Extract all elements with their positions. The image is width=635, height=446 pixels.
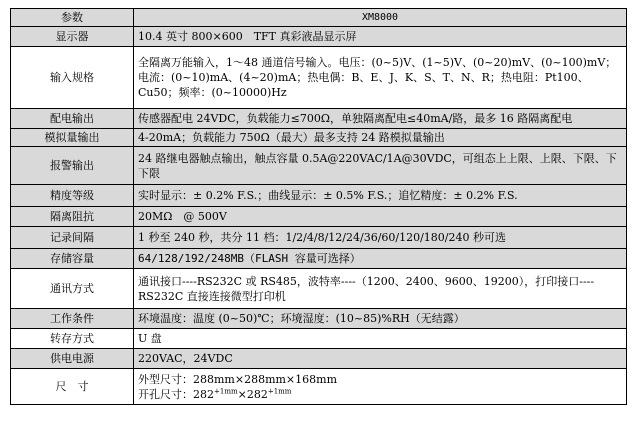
row-label: 隔离阻抗 — [11, 207, 134, 227]
cutout-tolerance-2: +1mm — [267, 386, 292, 395]
row-value: 220VAC，24VDC — [134, 349, 627, 369]
row-value-dimensions — [134, 369, 627, 405]
table-row-storage — [11, 249, 627, 269]
row-label: 工作条件 — [11, 309, 134, 329]
row-value: 通讯接口----RS232C 或 RS485，波特率----（1200、2400、9600、19200），打印接口----RS232C 直接连接微型打印机 — [134, 269, 627, 309]
row-label: 模拟量输出 — [11, 129, 134, 147]
table-row-display — [11, 27, 627, 47]
row-label: 显示器 — [11, 27, 134, 47]
row-label: 精度等级 — [11, 185, 134, 207]
row-value: 4-20mA；负载能力 750Ω（最大）最多支持 24 路模拟量输出 — [134, 129, 627, 147]
row-label: 通讯方式 — [11, 269, 134, 309]
table-row-power-distribution — [11, 109, 627, 129]
table-row-alarm — [11, 147, 627, 185]
cutout-mid: ×282 — [237, 387, 268, 401]
row-value: U 盘 — [134, 329, 627, 349]
spec-table — [10, 8, 627, 405]
outer-size: 外型尺寸：288mm×288mm×168mm — [138, 372, 338, 386]
cutout-size — [138, 387, 622, 402]
row-value: 全隔离万能输入，1～48 通道信号输入。电压：(0~5)V、(1~5)V、(0~20)mV、(0~100)mV；电流：(0~10)mA、(4~20)mA；热电偶：B、E、J、K、S、T、N、R；热电阻：Pt100、Cu50；频率：(0~10000)Hz — [134, 47, 627, 109]
table-row-working-conditions — [11, 309, 627, 329]
table-header-row — [11, 9, 627, 27]
row-label: 记录间隔 — [11, 227, 134, 249]
table-row-dimensions — [11, 369, 627, 405]
row-value: 传感器配电 24VDC，负载能力≤700Ω，单独隔离配电≤40mA/路，最多 16 路隔离配电 — [134, 109, 627, 129]
cutout-tolerance-1: +1mm — [214, 386, 238, 395]
row-label: 尺 寸 — [11, 369, 134, 405]
row-label: 转存方式 — [11, 329, 134, 349]
row-value: 环境温度：温度 (0~50)℃；环境湿度：(10~85)%RH（无结露） — [134, 309, 627, 329]
table-row-analog-output — [11, 129, 627, 147]
row-label: 供电电源 — [11, 349, 134, 369]
row-label: 配电输出 — [11, 109, 134, 129]
table-row-power-supply — [11, 349, 627, 369]
row-label: 报警输出 — [11, 147, 134, 185]
table-row-transfer — [11, 329, 627, 349]
cutout-prefix: 开孔尺寸：282 — [138, 387, 214, 401]
param-header: 参数 — [11, 9, 134, 27]
row-value: 1 秒至 240 秒，共分 11 档：1/2/4/8/12/24/36/60/120/180/240 秒可选 — [134, 227, 627, 249]
row-value: 20MΩ @ 500V — [134, 207, 627, 227]
table-row-accuracy — [11, 185, 627, 207]
table-row-input — [11, 47, 627, 109]
row-value: 实时显示：± 0.2% F.S.；曲线显示：± 0.5% F.S.；追忆精度：± 0.2% F.S. — [134, 185, 627, 207]
table-row-isolation — [11, 207, 627, 227]
row-value: 24 路继电器触点输出，触点容量 0.5A@220VAC/1A@30VDC，可组态上上限、上限、下限、下下限 — [134, 147, 627, 185]
row-label: 输入规格 — [11, 47, 134, 109]
model-header: XM8000 — [134, 9, 627, 27]
row-value: 64/128/192/248MB（FLASH 容量可选择） — [134, 249, 627, 269]
table-row-communication — [11, 269, 627, 309]
row-label: 存储容量 — [11, 249, 134, 269]
row-value: 10.4 英寸 800×600 TFT 真彩液晶显示屏 — [134, 27, 627, 47]
table-row-record-interval — [11, 227, 627, 249]
